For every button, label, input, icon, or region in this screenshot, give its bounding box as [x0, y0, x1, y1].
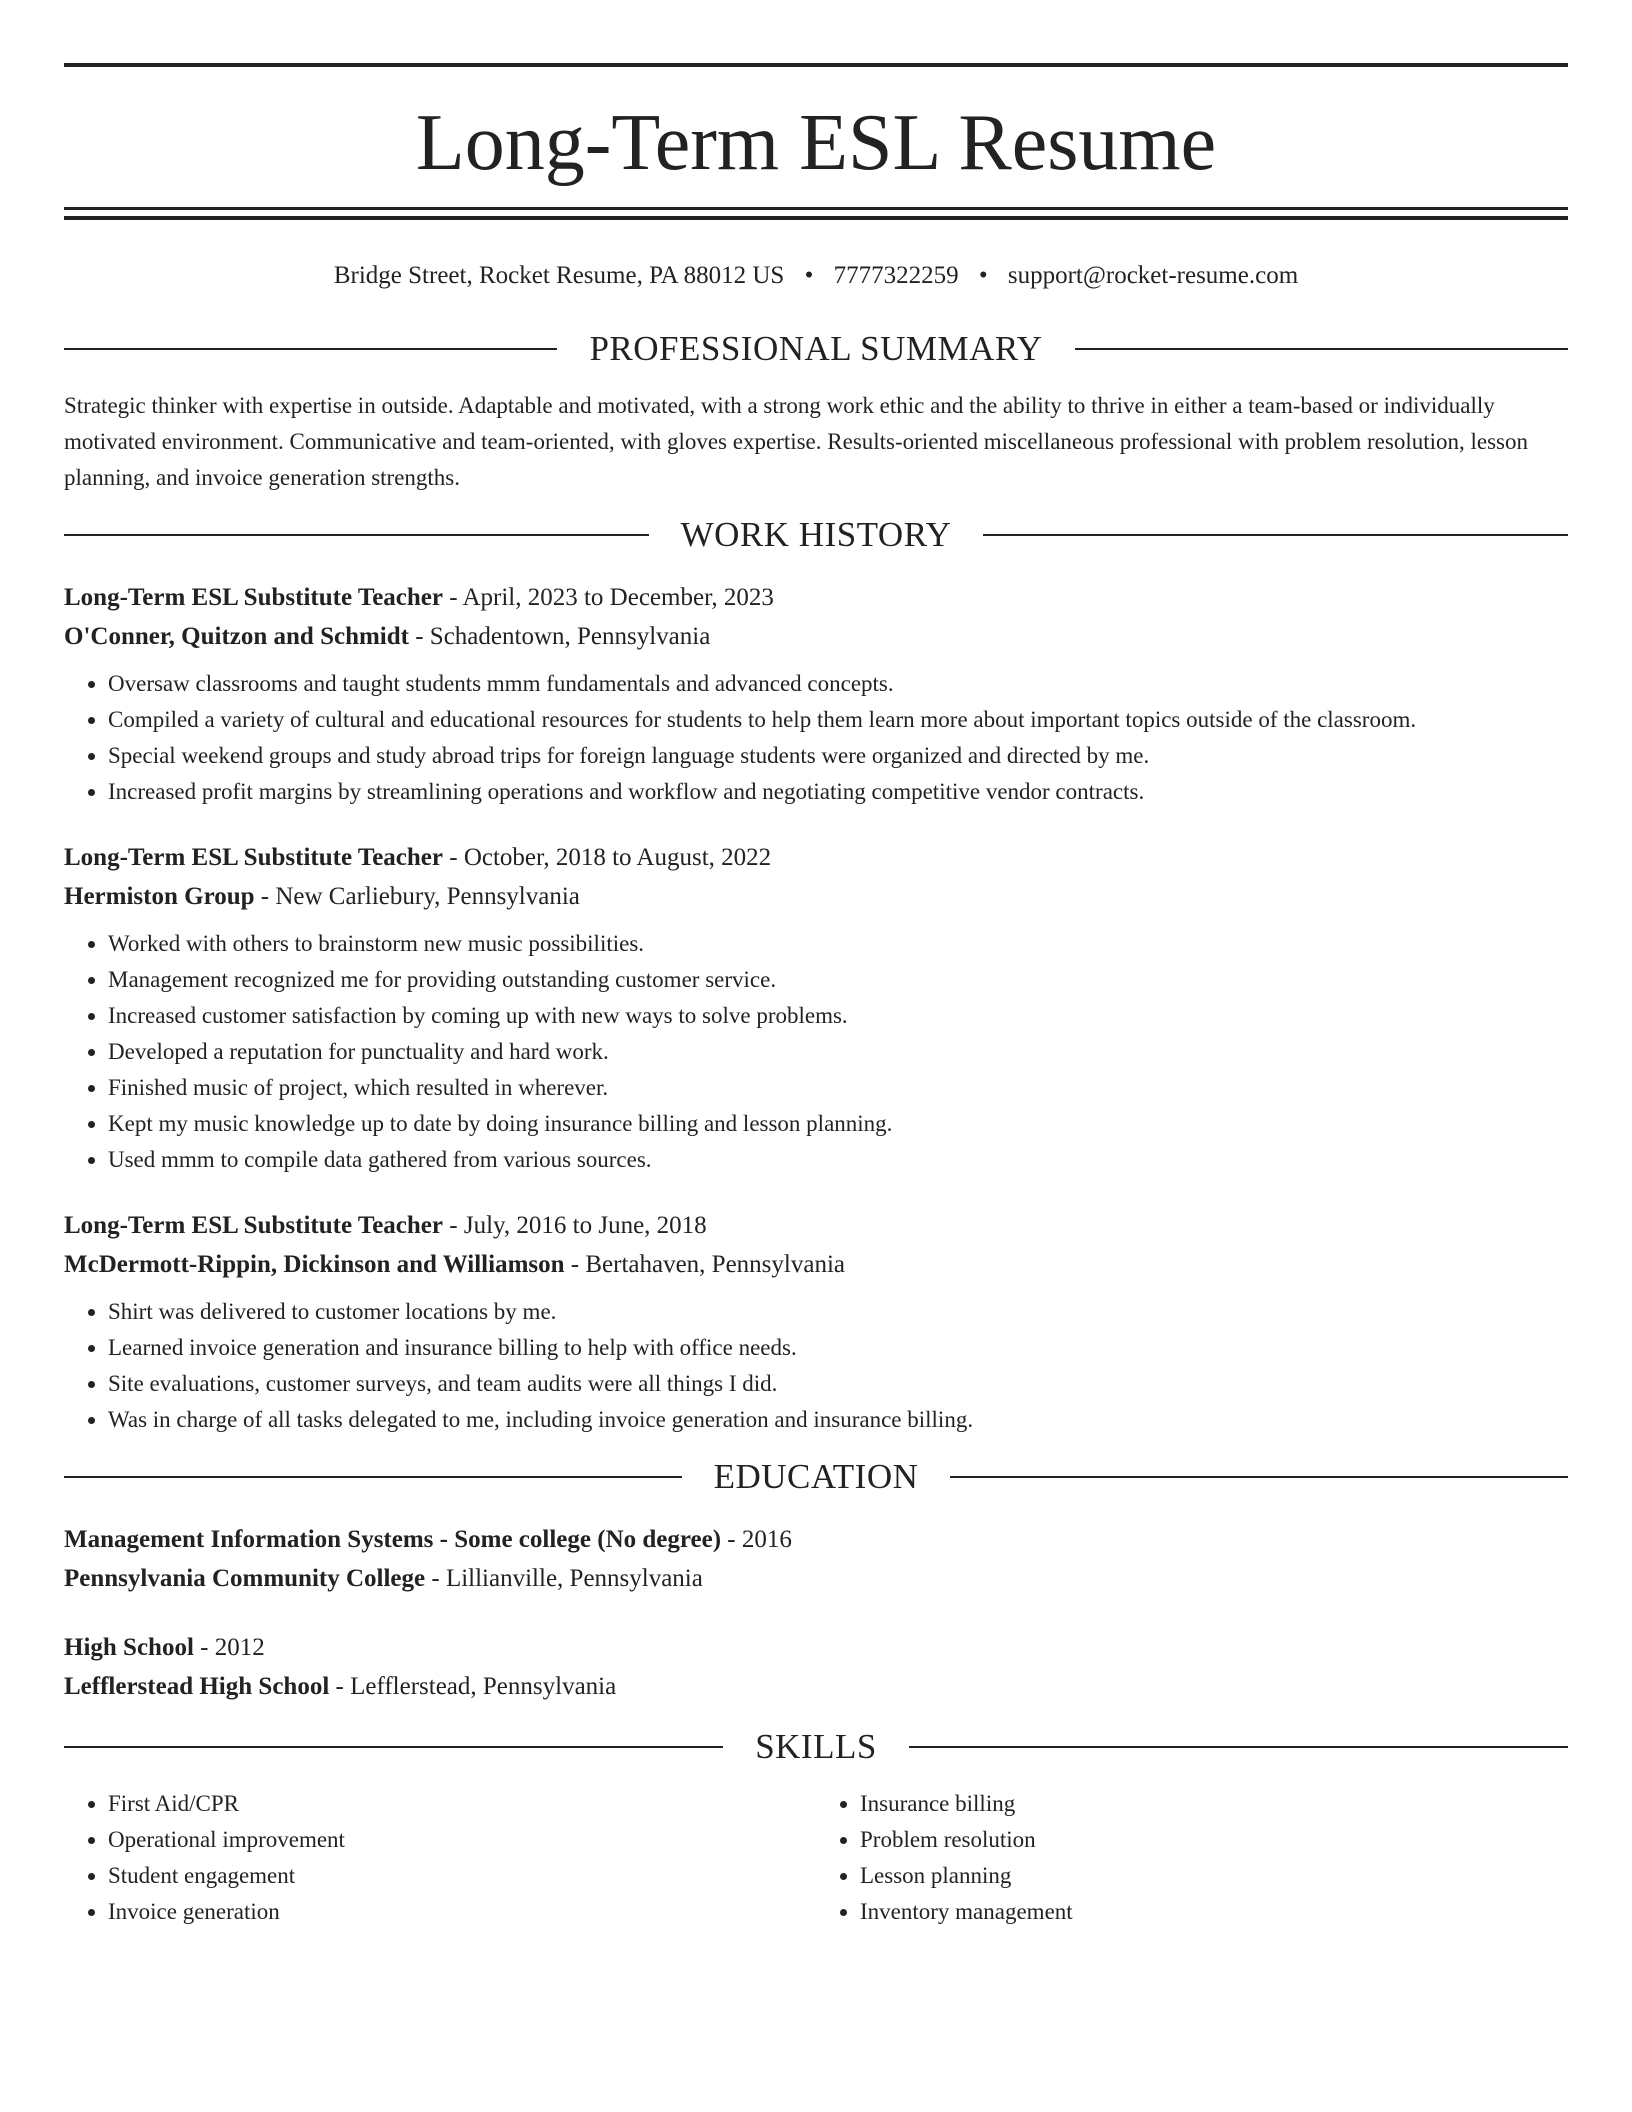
heading-rule-right	[983, 534, 1568, 536]
section-heading-education	[64, 1452, 1568, 1502]
contact-separator: •	[804, 262, 814, 289]
education-year: - 2012	[193, 1634, 265, 1661]
section-title: WORK HISTORY	[680, 515, 952, 554]
list-item: • Student engagement	[108, 1858, 816, 1894]
section-title: EDUCATION	[713, 1457, 919, 1496]
contact-email: support@rocket-resume.com	[1007, 262, 1299, 289]
contact-phone: 7777322259	[833, 262, 959, 289]
job-title: Long-Term ESL Substitute Teacher	[64, 584, 444, 611]
education-school: Lefflerstead High School	[64, 1673, 330, 1700]
heading-rule-right	[1075, 348, 1568, 350]
job-dates: - July, 2016 to June, 2018	[443, 1212, 707, 1239]
education-school: Pennsylvania Community College	[64, 1565, 426, 1592]
skills-list-right	[816, 1786, 1568, 1930]
list-item: • Site evaluations, customer surveys, and team audits were all things I did.	[108, 1366, 1568, 1402]
list-item: • Compiled a variety of cultural and educational resources for students to help them learn more about important topics outside of the classroom.	[108, 702, 1568, 738]
job-title: Long-Term ESL Substitute Teacher	[64, 1212, 444, 1239]
list-item: • Increased customer satisfaction by coming up with new ways to solve problems.	[108, 998, 1568, 1034]
education-degree: Management Information Systems - Some college (No degree)	[64, 1526, 722, 1553]
list-item: • Kept my music knowledge up to date by doing insurance billing and lesson planning.	[108, 1106, 1568, 1142]
title-double-rule	[64, 207, 1568, 220]
list-item: • Worked with others to brainstorm new music possibilities.	[108, 926, 1568, 962]
job-dates: - April, 2023 to December, 2023	[443, 584, 774, 611]
list-item: • Developed a reputation for punctuality and hard work.	[108, 1034, 1568, 1070]
heading-rule-right	[950, 1476, 1568, 1478]
list-item: • Inventory management	[860, 1894, 1568, 1930]
contact-address: Bridge Street, Rocket Resume, PA 88012 US	[333, 262, 785, 289]
education-location: - Lefflerstead, Pennsylvania	[329, 1673, 617, 1700]
education-year: - 2016	[721, 1526, 792, 1553]
education-entry	[64, 1628, 1568, 1706]
heading-rule-left	[64, 1476, 682, 1478]
heading-rule-right	[909, 1746, 1568, 1748]
list-item: • Management recognized me for providing outstanding customer service.	[108, 962, 1568, 998]
list-item: • Invoice generation	[108, 1894, 816, 1930]
job-company-row	[64, 877, 1568, 916]
job-company: McDermott-Rippin, Dickinson and Williamson	[64, 1251, 565, 1278]
list-item: • Shirt was delivered to customer locations by me.	[108, 1294, 1568, 1330]
list-item: • Lesson planning	[860, 1858, 1568, 1894]
job-bullets	[64, 926, 1568, 1178]
list-item: • Oversaw classrooms and taught students mmm fundamentals and advanced concepts.	[108, 666, 1568, 702]
education-entry	[64, 1520, 1568, 1598]
contact-line	[64, 256, 1568, 296]
job-company: O'Conner, Quitzon and Schmidt	[64, 623, 409, 650]
education-school-row	[64, 1559, 1568, 1598]
education-location: - Lillianville, Pennsylvania	[425, 1565, 703, 1592]
education-degree: High School	[64, 1634, 194, 1661]
education-degree-row	[64, 1628, 1568, 1667]
section-heading-skills	[64, 1722, 1568, 1772]
section-heading-summary	[64, 324, 1568, 374]
resume-title: Long-Term ESL Resume	[415, 99, 1217, 187]
job-title-row	[64, 578, 1568, 617]
list-item: • Insurance billing	[860, 1786, 1568, 1822]
job-company-row	[64, 617, 1568, 656]
list-item: • Operational improvement	[108, 1822, 816, 1858]
job-company: Hermiston Group	[64, 883, 255, 910]
skills-columns	[64, 1786, 1568, 1930]
job-location: - New Carliebury, Pennsylvania	[254, 883, 580, 910]
job-company-row	[64, 1245, 1568, 1284]
job-title-row	[64, 1206, 1568, 1245]
list-item: • Was in charge of all tasks delegated to me, including invoice generation and insurance billing.	[108, 1402, 1568, 1438]
job-bullets	[64, 1294, 1568, 1438]
list-item: • Finished music of project, which resulted in wherever.	[108, 1070, 1568, 1106]
top-rule	[64, 63, 1568, 67]
section-heading-work	[64, 510, 1568, 560]
heading-rule-left	[64, 1746, 723, 1748]
job-dates: - October, 2018 to August, 2022	[443, 844, 772, 871]
job-entry	[64, 838, 1568, 1178]
education-school-row	[64, 1667, 1568, 1706]
job-bullets	[64, 666, 1568, 810]
list-item: • Increased profit margins by streamlining operations and workflow and negotiating competitive vendor contracts.	[108, 774, 1568, 810]
heading-rule-left	[64, 534, 649, 536]
list-item: • Problem resolution	[860, 1822, 1568, 1858]
contact-separator: •	[978, 262, 988, 289]
list-item: • Used mmm to compile data gathered from various sources.	[108, 1142, 1568, 1178]
list-item: • First Aid/CPR	[108, 1786, 816, 1822]
list-item: • Learned invoice generation and insurance billing to help with office needs.	[108, 1330, 1568, 1366]
section-title: SKILLS	[755, 1727, 877, 1766]
skills-list-left	[64, 1786, 816, 1930]
job-location: - Bertahaven, Pennsylvania	[564, 1251, 845, 1278]
list-item: • Special weekend groups and study abroad trips for foreign language students were organized and directed by me.	[108, 738, 1568, 774]
section-title: PROFESSIONAL SUMMARY	[589, 329, 1043, 368]
job-location: - Schadentown, Pennsylvania	[408, 623, 711, 650]
summary-text: Strategic thinker with expertise in outside. Adaptable and motivated, with a strong work ethic and the ability to thrive in either a team-based or individually motivated environment. Communicative and team-oriented, with gloves expertise. Results-oriented miscellaneous professional with problem resolution, lesson planning, and invoice generation strengths.	[64, 393, 1529, 490]
job-entry	[64, 1206, 1568, 1438]
job-entry	[64, 578, 1568, 810]
job-title-row	[64, 838, 1568, 877]
job-title: Long-Term ESL Substitute Teacher	[64, 844, 444, 871]
heading-rule-left	[64, 348, 557, 350]
education-degree-row	[64, 1520, 1568, 1559]
